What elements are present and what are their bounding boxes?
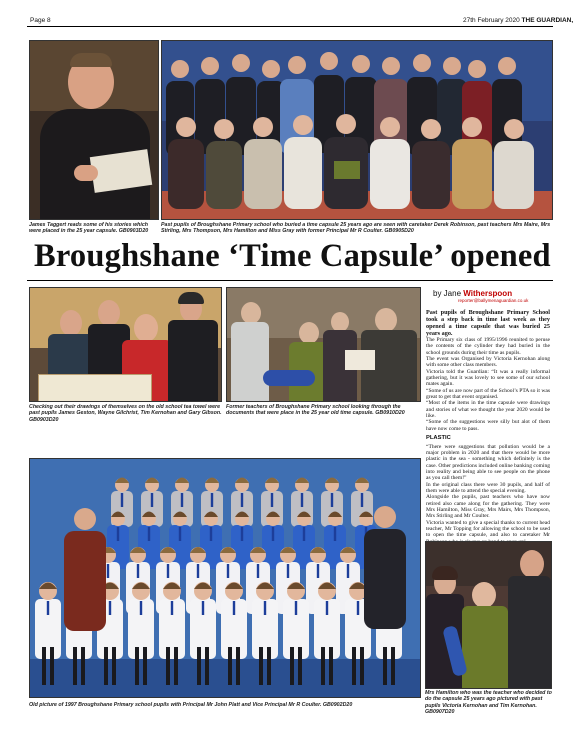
photo-group (161, 40, 553, 220)
pupil-hair (205, 478, 219, 484)
pupil-leg (360, 647, 364, 685)
caption-tea-towel: Checking out their drawings of themselves on the old school tea towel were past pupils James Geston, Wayne Gilchrist, Tim Kernohan and Gary Gibson. GB0903D20 (29, 404, 222, 423)
pupil-leg (112, 647, 116, 685)
header-rule (27, 26, 553, 27)
pupil-tie (331, 493, 333, 507)
pupil-tie (181, 493, 183, 507)
pupil-hair (355, 478, 369, 484)
pupil-hair (39, 583, 57, 590)
article-paragraph: The event was Organised by Victoria Kernohan along with some other class members. (426, 356, 550, 369)
issue-date (463, 17, 573, 24)
pupil-tie (179, 527, 181, 541)
article-paragraph: Victoria told the Guardian: “It was a really informal gathering, but it was lovely to see some of our school mates again. (426, 368, 550, 388)
pupil-tie (303, 527, 305, 541)
pupil-leg (329, 647, 333, 685)
caption-class-1997: Old picture of 1997 Broughshane Primary school pupils with Principal Mr John Platt and Vice Principal Mr R Coulter. GB0902D20 (29, 702, 353, 708)
paper-name: THE GUARDIAN, (521, 17, 574, 24)
pupil-hair (175, 478, 189, 484)
article-paragraph: Victoria wanted to give a special thanks to current head teacher, Mr Topping for allowing the school to be used to open the time capsule, and also to caretaker Mr (426, 519, 550, 539)
pupil-tie (47, 601, 49, 615)
byline-prefix: by Jane (433, 289, 462, 298)
photo-class-1997 (29, 458, 421, 698)
article-paragraph: “Some of the suggestions were silly but alot of them have now come to pass. (426, 419, 550, 432)
article-paragraph: Alongside the pupils, past teachers who have now retired also came along for the gathering. They were Mrs Hamilton, Miss Gray, Mrs Mairs, Mrs Thompson, Mrs Stirling and Mr Coulter. (426, 494, 550, 520)
pupil-hair (325, 478, 339, 484)
pupil-tie (117, 527, 119, 541)
byline-author: Witherspoon (463, 289, 513, 298)
pupil-tie (272, 527, 274, 541)
photo-tea-towel (29, 287, 222, 402)
pupil-leg (391, 647, 395, 685)
article-body (426, 309, 550, 545)
article-paragraph: “There were suggestions that pollution would be a major problem in 2020 and that there would be more plastic in the sea - something which definitely is the case. Other predictions included online banking coming into reality and being able to see people on the phone as you call them!” (426, 443, 551, 482)
pupil-tie (326, 601, 328, 615)
pupil-leg (42, 647, 46, 685)
reporter-email[interactable]: reporter@ballymenaguardian.co.uk (458, 298, 529, 303)
pupil-tie (140, 601, 142, 615)
teacher-head (374, 506, 396, 528)
pupil-tie (334, 527, 336, 541)
article-paragraph: The Primary six class of 1995/1996 reunited to peruse the contents of the cylinder they had buried in the school grounds during their time as pupils. (426, 337, 550, 356)
pupil-leg (321, 647, 325, 685)
issue-date-text: 27th February 2020 (463, 17, 520, 24)
pupil-leg (50, 647, 54, 685)
pupil-tie (137, 564, 139, 578)
pupil-hair (115, 478, 129, 484)
pupil-tie (264, 601, 266, 615)
pupil-leg (205, 647, 209, 685)
headline-rule (27, 280, 553, 281)
pupil-tie (211, 493, 213, 507)
pupil-leg (267, 647, 271, 685)
pupil-leg (174, 647, 178, 685)
article-paragraph: “Some of us are now part of the School’s PTA so it was great to get that event organised. (426, 387, 550, 401)
pupil-leg (166, 647, 170, 685)
pupil-leg (352, 647, 356, 685)
teacher-head (74, 508, 96, 530)
pupil-tie (202, 601, 204, 615)
pupil-leg (197, 647, 201, 685)
pupil-tie (167, 564, 169, 578)
article-paragraph: In the original class there were 30 pupils, and half of them were able to attend the special evening. (426, 481, 550, 494)
byline (433, 289, 512, 298)
pupil-tie (197, 564, 199, 578)
pupil-hair (265, 478, 279, 484)
pupil-tie (107, 564, 109, 578)
pupil-tie (233, 601, 235, 615)
caption-group: Past pupils of Broughshane Primary school who buried a time capsule 25 years ago are seen with caretaker Derek Robinson, past teachers Mrs Maire, Mrs Stirling, Mrs Thompson, Mrs Hamilton and Miss Gray with former Principal Mr R Coulter. GB0905D20 (161, 222, 551, 235)
class-figures (30, 459, 420, 697)
pupil-tie (227, 564, 229, 578)
pupil-tie (171, 601, 173, 615)
pupil-leg (236, 647, 240, 685)
pupil-tie (109, 601, 111, 615)
pupil-leg (135, 647, 139, 685)
headline: Broughshane ‘Time Capsule’ opened (34, 238, 551, 274)
pupil-leg (73, 647, 77, 685)
pupil-hair (145, 478, 159, 484)
pupil-hair (235, 478, 249, 484)
pupil-leg (228, 647, 232, 685)
caption-reading-stories: James Taggert reads some of his stories which were placed in the 25 year capsule. GB0903D20 (29, 222, 149, 235)
pupil-tie (347, 564, 349, 578)
pupil-leg (143, 647, 147, 685)
article-lead: Past pupils of Broughshane Primary School took a step back in time last week as they opened a time capsule that was buried 25 years ago. (426, 309, 550, 337)
article-paragraph: “Most of the items in the time capsule were drawings and stories of what we thought the year 2020 would be like. (426, 400, 550, 420)
article-subhead: PLASTIC (426, 435, 451, 442)
pupil-leg (104, 647, 108, 685)
page-number: Page 8 (30, 17, 51, 24)
teacher-body (64, 531, 106, 631)
pupil-tie (361, 493, 363, 507)
pupil-leg (298, 647, 302, 685)
caption-mrs-hamilton: Mrs Hamilton who was the teacher who decided to do the capsule 25 years ago pictured with past pupils Victoria Kernohan and Tim Kernohan. GB0907D20 (425, 690, 552, 715)
caption-teachers-documents: Former teachers of Broughshane Primary school looking through the documents that were place in the 25 year old time capsule. GB0910D20 (226, 404, 405, 417)
pupil-tie (151, 493, 153, 507)
teacher-body (364, 529, 406, 629)
pupil-tie (148, 527, 150, 541)
pupil-tie (317, 564, 319, 578)
photo-reading-stories (29, 40, 159, 220)
pupil-tie (287, 564, 289, 578)
group-figures (162, 41, 552, 219)
pupil-leg (383, 647, 387, 685)
pupil-hair (295, 478, 309, 484)
photo-mrs-hamilton (425, 541, 552, 689)
pupil-tie (121, 493, 123, 507)
pupil-leg (259, 647, 263, 685)
pupil-tie (271, 493, 273, 507)
pupil-tie (301, 493, 303, 507)
photo-teachers-documents (226, 287, 421, 402)
pupil-leg (290, 647, 294, 685)
pupil-tie (357, 601, 359, 615)
pupil-tie (257, 564, 259, 578)
pupil-leg (81, 647, 85, 685)
pupil-tie (241, 527, 243, 541)
pupil-tie (295, 601, 297, 615)
pupil-tie (241, 493, 243, 507)
pupil-tie (210, 527, 212, 541)
